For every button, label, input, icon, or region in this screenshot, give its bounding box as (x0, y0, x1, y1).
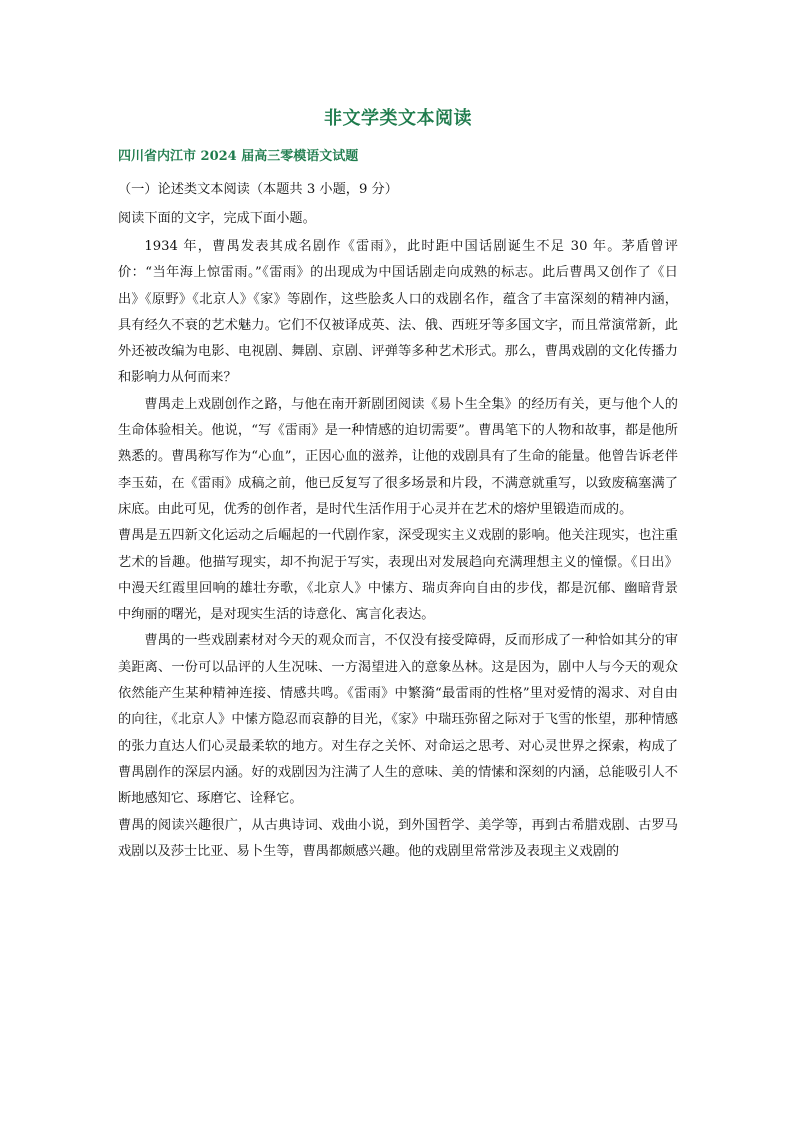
paragraph: 1934 年，曹禺发表其成名剧作《雷雨》，此时距中国话剧诞生不足 30 年。茅盾曾评价：“当年海上惊雷雨。”《雷雨》的出现成为中国话剧走向成熟的标志。此后曹禺又创作了《日出》《原野》《北京人》《家》等剧作，这些脍炙人口的戏剧名作，蕴含了丰富深刻的精神内涵，具有经久不衰的艺术魅力。它们不仅被译成英、法、俄、西班牙等多国文字，而且常演常新，此外还被改编为电影、电视剧、舞剧、京剧、评弹等多种艺术形式。那么，曹禺戏剧的文化传播力和影响力从何而来？ (118, 239, 678, 386)
reading-instruction: 阅读下面的文字，完成下面小题。 (118, 211, 316, 226)
section-heading: （一）论述类文本阅读（本题共 3 小题，9 分） (118, 182, 398, 197)
paragraph: 曹禺的阅读兴趣很广，从古典诗词、戏曲小说，到外国哲学、美学等，再到古希腊戏剧、古罗马戏剧以及莎士比亚、易卜生等，曹禺都颇感兴趣。他的戏剧里常常涉及表现主义戏剧的 (118, 817, 678, 859)
exam-source-heading: 四川省内江市 2024 届高三零模语文试题 (118, 149, 359, 164)
paragraph: 曹禺走上戏剧创作之路，与他在南开新剧团阅读《易卜生全集》的经历有关，更与他个人的生命体验相关。他说，“写《雷雨》是一种情感的迫切需要”。曹禺笔下的人物和故事，都是他所熟悉的。曹禺称写作为“心血”，正因心血的滋养，让他的戏剧具有了生命的能量。他曾告诉老伴李玉茹，在《雷雨》成稿之前，他已反复写了很多场景和片段，不满意就重写，以致废稿塞满了床底。由此可见，优秀的创作者，是时代生活作用于心灵并在艺术的熔炉里锻造而成的。 (118, 396, 678, 517)
paragraph: 曹禺是五四新文化运动之后崛起的一代剧作家，深受现实主义戏剧的影响。他关注现实，也注重艺术的旨趣。他描写现实，却不拘泥于写实，表现出对发展趋向充满理想主义的憧憬。《日出》中漫天红霞里回响的雄壮夯歌，《北京人》中愫方、瑞贞奔向自由的步伐，都是沉郁、幽暗背景中绚丽的曙光，是对现实生活的诗意化、寓言化表达。 (118, 528, 678, 623)
article-body (118, 234, 678, 865)
paragraph: 曹禺的一些戏剧素材对今天的观众而言，不仅没有接受障碍，反而形成了一种恰如其分的审美距离、一份可以品评的人生况味、一方渴望进入的意象丛林。这是因为，剧中人与今天的观众依然能产生某种精神连接、情感共鸣。《雷雨》中繁漪“最雷雨的性格”里对爱情的渴求、对自由的向往，《北京人》中愫方隐忍而哀静的目光，《家》中瑞珏弥留之际对于飞雪的怅望，那种情感的张力直达人们心灵最柔软的地方。对生存之关怀、对命运之思考、对心灵世界之探索，构成了曹禺剧作的深层内涵。好的戏剧因为注满了人生的意味、美的情愫和深刻的内涵，总能吸引人不断地感知它、琢磨它、诠释它。 (118, 633, 678, 807)
page-title: 非文学类文本阅读 (324, 108, 472, 129)
